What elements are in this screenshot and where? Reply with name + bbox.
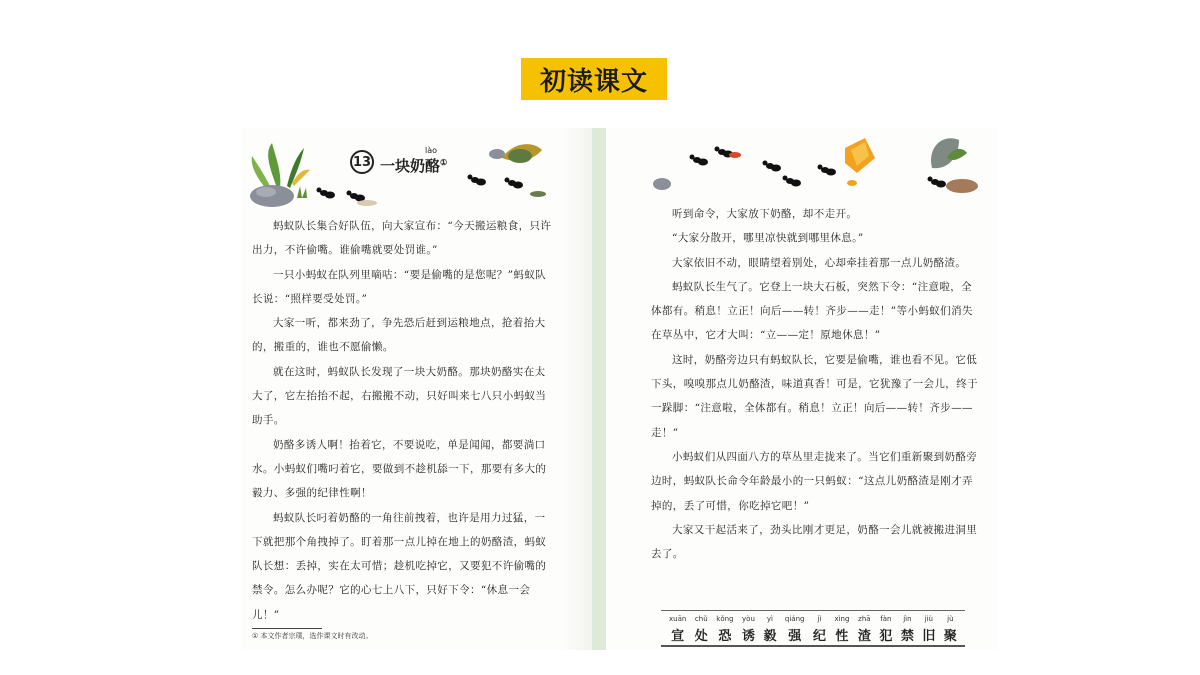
vocab-pinyin: chǔ: [694, 615, 708, 623]
book-spine: [592, 128, 606, 650]
right-page-text: [651, 202, 981, 566]
lesson-title-text: 一块奶酪: [380, 157, 441, 175]
vocab-character: 渣: [857, 629, 871, 644]
footnote-divider: [252, 628, 322, 629]
vocab-character: 旧: [922, 629, 936, 644]
vocab-character: 强: [788, 629, 802, 644]
paragraph: 大家依旧不动，眼睛望着别处，心却牵挂着那一点儿奶酪渣。: [672, 256, 967, 269]
page-gutter: [564, 128, 592, 650]
textbook-page-right: [607, 128, 997, 650]
vocab-character: 性: [835, 629, 849, 644]
footnote: ① 本文作者宗璞，选作课文时有改动。: [252, 632, 373, 640]
vocab-pinyin: xuān: [669, 615, 687, 623]
vocab-pinyin: jù: [947, 615, 954, 623]
textbook-page-left: [242, 128, 564, 650]
vocab-word: [834, 615, 849, 643]
vocab-pinyin: yòu: [742, 615, 755, 623]
paragraph: 蚂蚁队长生气了。它登上一块大石板，突然下令：“注意啦，全体都有。稍息！立正！向后——转！齐步——走！”等小蚂蚁们消失在草丛中，它才大叫：“立——定！原地休息！”: [651, 280, 973, 342]
vocab-pinyin: yì: [766, 615, 773, 623]
vocab-word: [695, 615, 708, 643]
vocab-word: [742, 615, 755, 643]
paragraph: 大家又干起活来了，劲头比刚才更足，奶酪一会儿就被搬进洞里去了。: [651, 523, 978, 561]
vocab-character: 诱: [741, 629, 755, 644]
title-footnote-mark: ①: [440, 157, 448, 167]
vocab-word: [763, 615, 776, 643]
paragraph: 小蚂蚁们从四面八方的草丛里走拢来了。当它们重新聚到奶酪旁边时，蚂蚁队长命令年龄最小的一只蚂蚁：“这点儿奶酪渣是刚才弄掉的，丢了可惜，你吃掉它吧！”: [651, 450, 978, 512]
vocab-word: [858, 615, 871, 643]
vocab-word: [669, 615, 686, 643]
vocab-character: 处: [694, 629, 708, 644]
lesson-title: [380, 146, 448, 175]
vocab-character: 恐: [718, 629, 732, 644]
left-page-text: [252, 214, 552, 627]
paragraph: 一只小蚂蚁在队列里嘀咕：“要是偷嘴的是您呢？”蚂蚁队长说：“照样要受处罚。”: [252, 268, 547, 305]
vocab-pinyin: zhā: [858, 615, 871, 623]
paragraph: 大家一听，都来劲了，争先恐后赶到运粮地点，抢着抬大的，搬重的，谁也不愿偷懒。: [252, 317, 546, 354]
vocab-word: [813, 615, 826, 643]
vocab-word: [879, 615, 892, 643]
slide-title: 初读课文: [521, 58, 667, 100]
vocab-character: 犯: [879, 629, 893, 644]
vocab-pinyin: jìn: [903, 615, 912, 623]
paragraph: 蚂蚁队长集合好队伍，向大家宣布：“今天搬运粮食，只许出力，不许偷嘴。谁偷嘴就要处罚谁。”: [252, 220, 552, 257]
paragraph: “大家分散开，哪里凉快就到哪里休息。”: [672, 232, 864, 245]
vocab-character: 聚: [943, 629, 957, 644]
vocab-character: 禁: [900, 629, 914, 644]
vocab-word: [785, 615, 805, 643]
vocab-word: [944, 615, 957, 643]
vocab-pinyin: fàn: [880, 615, 892, 623]
vocab-character: 宣: [671, 629, 685, 644]
paragraph: 听到命令，大家放下奶酪，却不走开。: [672, 208, 858, 220]
paragraph: 就在这时，蚂蚁队长发现了一块大奶酪。那块奶酪实在太大了，它左抬抬不起，右搬搬不动，只好叫来七八只小蚂蚁当助手。: [252, 365, 547, 427]
vocab-pinyin: xìng: [834, 615, 850, 623]
new-words-strip: [661, 610, 965, 647]
vocab-character: 纪: [812, 629, 826, 644]
paragraph: 奶酪多诱人啊！抬着它，不要说吃，单是闻闻，都要淌口水。小蚂蚁们嘴叼着它，要做到不趁机舔一下，那要有多大的毅力、多强的纪律性啊！: [252, 438, 547, 500]
vocab-pinyin: qiáng: [784, 615, 805, 623]
vocab-word: [922, 615, 935, 643]
lesson-number: 13: [350, 150, 374, 174]
vocab-pinyin: jiù: [924, 615, 933, 623]
vocab-pinyin: kǒng: [716, 615, 734, 623]
lesson-heading: [350, 146, 448, 175]
vocab-word: [901, 615, 914, 643]
title-pinyin: lào: [425, 146, 438, 155]
paragraph: 这时，奶酪旁边只有蚂蚁队长，它要是偷嘴，谁也看不见。它低下头，嗅嗅那点儿奶酪渣，味道真香！可是，它犹豫了一会儿，终于一跺脚：“注意啦，全体都有。稍息！立正！向后——转！齐步——走！”: [651, 353, 978, 439]
vocab-word: [716, 615, 733, 643]
header-illustration-right: [607, 128, 997, 213]
vocab-pinyin: jì: [817, 615, 822, 623]
vocab-character: 毅: [763, 629, 777, 644]
paragraph: 蚂蚁队长叼着奶酪的一角往前拽着，也许是用力过猛，一下就把那个角拽掉了。盯着那一点儿掉在地上的奶酪渣，蚂蚁队长想：丢掉，实在太可惜；趁机吃掉它，又要犯不许偷嘴的禁令。怎么办呢？它的心七上八下，只好下令：“休息一会儿！”: [252, 511, 547, 621]
